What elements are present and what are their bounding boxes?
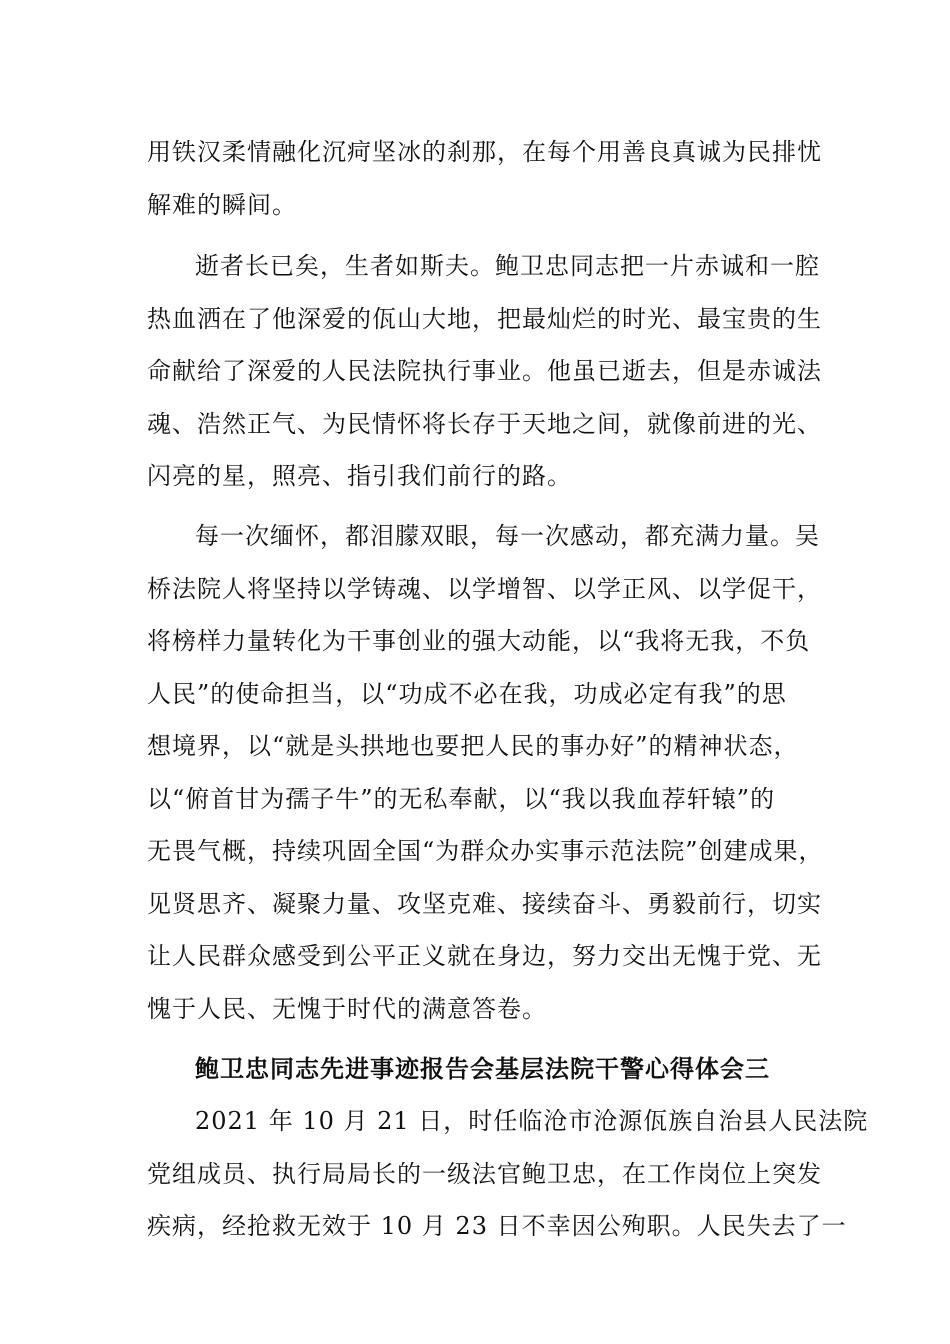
section-heading: 鲍卫忠同志先进事迹报告会基层法院干警心得体会三: [195, 1054, 770, 1083]
paragraph-line: 人民”的使命担当，以“功成不必在我，功成必定有我”的思: [147, 680, 787, 708]
paragraph-line: 想境界，以“就是头拱地也要把人民的事办好”的精神状态，: [147, 732, 799, 760]
paragraph-line: 每一次缅怀，都泪朦双眼，每一次感动，都充满力量。吴: [195, 522, 820, 550]
paragraph-line: 愧于人民、无愧于时代的满意答卷。: [147, 995, 547, 1023]
paragraph-line: 无畏气概，持续巩固全国“为群众办实事示范法院”创建成果，: [147, 837, 824, 865]
paragraph-line: 2021 年 10 月 21 日，时任临沧市沧源佤族自治县人民法院: [195, 1107, 869, 1135]
paragraph-line: 解难的瞬间。: [147, 191, 297, 219]
paragraph-line: 桥法院人将坚持以学铸魂、以学增智、以学正风、以学促干，: [147, 575, 822, 603]
paragraph-line: 逝者长已矣，生者如斯夫。鲍卫忠同志把一片赤诚和一腔: [195, 252, 820, 280]
paragraph-line: 魂、浩然正气、为民情怀将长存于天地之间，就像前进的光、: [147, 410, 822, 438]
paragraph-line: 命献给了深爱的人民法院执行事业。他虽已逝去，但是赤诚法: [147, 357, 822, 385]
paragraph-line: 以“俯首甘为孺子牛”的无私奉献，以“我以我血荐轩辕”的: [147, 785, 776, 813]
paragraph-line: 党组成员、执行局局长的一级法官鲍卫忠，在工作岗位上突发: [147, 1160, 822, 1188]
paragraph-line: 见贤思齐、凝聚力量、攻坚克难、接续奋斗、勇毅前行，切实: [147, 890, 822, 918]
paragraph-line: 闪亮的星，照亮、指引我们前行的路。: [147, 462, 572, 490]
paragraph-line: 热血洒在了他深爱的佤山大地，把最灿烂的时光、最宝贵的生: [147, 305, 822, 333]
paragraph-line: 让人民群众感受到公平正义就在身边，努力交出无愧于党、无: [147, 942, 822, 970]
paragraph-line: 疾病，经抢救无效于 10 月 23 日不幸因公殉职。人民失去了一: [147, 1212, 847, 1240]
paragraph-line: 用铁汉柔情融化沉疴坚冰的刹那，在每个用善良真诚为民排忧: [147, 138, 822, 166]
paragraph-line: 将榜样力量转化为干事创业的强大动能，以“我将无我，不负: [147, 627, 811, 655]
